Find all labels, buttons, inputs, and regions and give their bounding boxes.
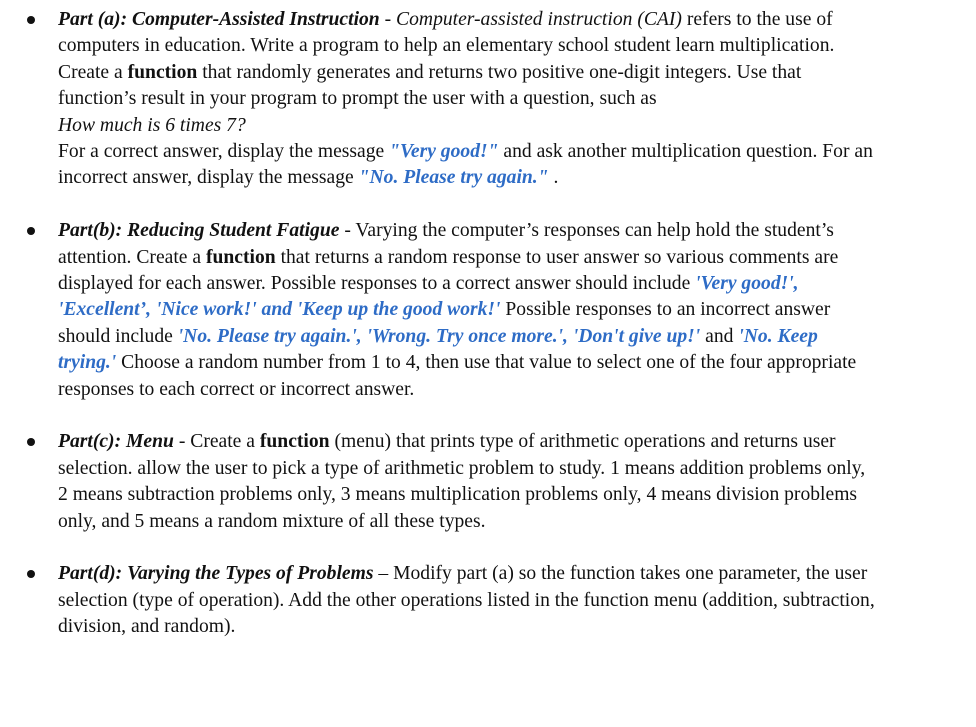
part-c-text-1: Create a: [190, 431, 260, 453]
part-b-text-4: and: [700, 325, 739, 347]
part-a-text-1: refers to the use of computers in education. Write a program to help an elementary school student learn multiplication. Create a: [58, 9, 835, 83]
bullet-icon: [27, 227, 35, 235]
part-a-separator: -: [379, 9, 397, 30]
part-d-separator: –: [373, 563, 394, 585]
part-d: [0, 561, 976, 640]
part-a: [0, 7, 976, 192]
part-a-heading: Part (a): Computer-Assisted Instruction: [58, 9, 380, 30]
part-b-text-2: that returns a random response to user answer so various comments are displayed for each answer. Possible responses to a correct answer should include: [58, 246, 839, 295]
part-a-intro: Computer-assisted instruction (CAI): [396, 9, 682, 30]
part-a-incorrect-message: "No. Please try again.": [358, 167, 549, 189]
part-d-heading: Part(d): Varying the Types of Problems: [58, 563, 374, 585]
part-b-text-1: Varying the computer’s responses can help hold the student’s attention. Create a: [58, 220, 834, 268]
part-a-text-4: and ask another multiplication question. For an incorrect answer, display the message: [58, 141, 873, 189]
bullet-icon: [27, 570, 35, 578]
part-b-text-3: Possible responses to an incorrect answer should include: [58, 299, 831, 347]
part-b-correct-responses: 'Very good!', 'Excellent’, 'Nice work!' and 'Keep up the good work!': [58, 273, 799, 321]
part-a-example: How much is 6 times 7?: [58, 114, 246, 136]
part-d-text-1: Modify part (a) so the function takes one parameter, the user selection (type of operation). Add the other operations listed in the function menu (addition, subtraction, division, and random).: [58, 563, 875, 638]
part-b-keyword: function: [205, 246, 276, 268]
part-c: [0, 429, 976, 535]
bullet-icon: [27, 438, 35, 446]
part-a-text-5: .: [548, 167, 559, 189]
bullet-icon: [27, 16, 35, 24]
part-a-correct-message: "Very good!": [389, 141, 499, 163]
part-a-keyword: function: [127, 61, 198, 83]
part-b-incorrect-response-last: 'No. Keep trying.': [58, 325, 818, 374]
part-b-heading: Part(b): Reducing Student Fatigue: [58, 220, 340, 242]
part-b-text-5: Choose a random number from 1 to 4, then use that value to select one of the four appropriate responses to each correct or incorrect answer.: [58, 352, 857, 400]
parts-list: [0, 7, 976, 667]
part-a-text-2: that randomly generates and returns two positive one-digit integers. Use that function’s result in your program to prompt the user with a question, such as: [58, 61, 802, 110]
part-c-keyword: function: [259, 431, 330, 453]
part-b-separator: -: [339, 220, 356, 242]
part-c-heading: Part(c): Menu: [58, 431, 174, 453]
part-c-text-2: (menu) that prints type of arithmetic operations and returns user selection. allow the user to pick a type of arithmetic problem to study. 1 means addition problems only, 2 means subtraction problems only, 3 means multiplication problems only, 4 means division problems only, and 5 means a random mixture of all these types.: [58, 431, 866, 532]
part-b: [0, 218, 976, 403]
part-a-text-3: For a correct answer, display the message: [58, 141, 390, 163]
part-c-separator: -: [173, 431, 191, 453]
part-b-incorrect-responses: 'No. Please try again.', 'Wrong. Try once more.', 'Don't give up!': [177, 325, 701, 347]
